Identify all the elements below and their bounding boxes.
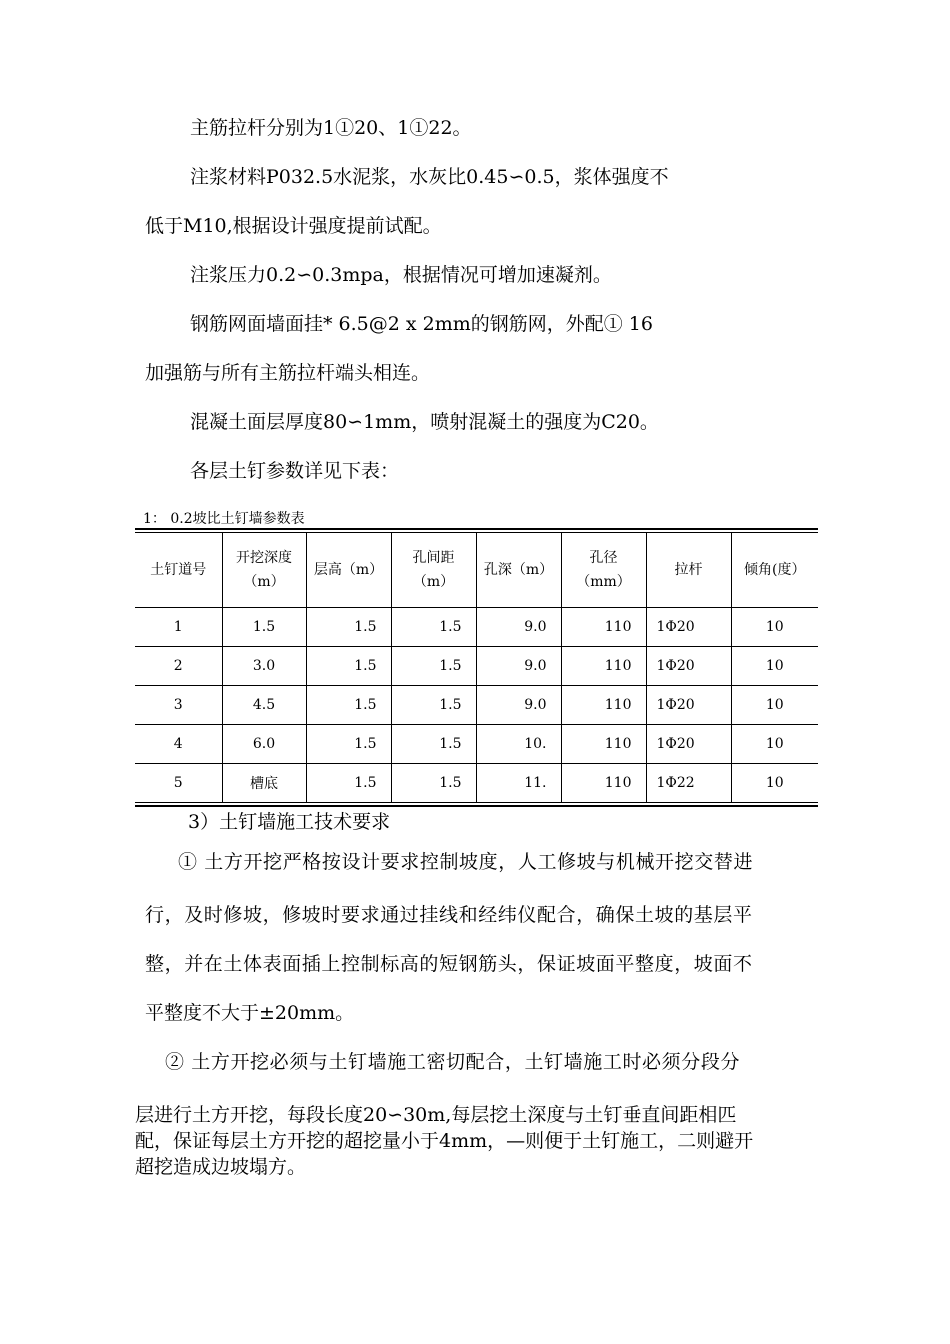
table-cell: 1.5 xyxy=(391,764,476,803)
table-row xyxy=(135,686,818,725)
table-cell: 3.0 xyxy=(222,647,306,686)
table-cell: 10 xyxy=(731,686,818,725)
table-row xyxy=(135,608,818,647)
requirement-2-line-4: 超挖造成边坡塌方。 xyxy=(135,1156,307,1178)
paragraph-mesh: 钢筋网面墙面挂* 6.5@2 x 2mm的钢筋网，外配① 16 xyxy=(190,313,653,335)
header-cell: 开挖深度 （m） xyxy=(222,533,306,608)
header-cell: 孔深（m） xyxy=(476,533,561,608)
requirement-2-line-3: 配，保证每层土方开挖的超挖量小于4mm，—则便于土钉施工，二则避开 xyxy=(135,1130,754,1152)
paragraph-table-intro: 各层土钉参数详见下表： xyxy=(190,460,400,482)
table-cell: 1Φ20 xyxy=(646,725,731,764)
table-cell: 1Φ20 xyxy=(646,608,731,647)
table-cell: 槽底 xyxy=(222,764,306,803)
table-cell: 110 xyxy=(561,647,646,686)
table-cell: 3 xyxy=(135,686,222,725)
table-bottom-rule-thin xyxy=(135,802,818,803)
table-cell: 9.0 xyxy=(476,686,561,725)
table-cell: 1.5 xyxy=(391,608,476,647)
table-cell: 4 xyxy=(135,725,222,764)
table-cell: 1.5 xyxy=(391,647,476,686)
table-caption: 1： 0.2坡比土钉墙参数表 xyxy=(143,511,305,527)
paragraph-grout-material-cont: 低于M10,根据设计强度提前试配。 xyxy=(145,215,442,237)
table-cell: 1Φ20 xyxy=(646,686,731,725)
requirement-1-line-1: ① 土方开挖严格按设计要求控制坡度，人工修坡与机械开挖交替进 xyxy=(178,851,754,873)
table-cell: 10 xyxy=(765,775,784,791)
table-cell: 10 xyxy=(731,725,818,764)
table-cell: 5 xyxy=(135,764,222,803)
table-cell: 1.5 xyxy=(391,725,476,764)
header-cell: 倾角(度） xyxy=(731,533,818,608)
table-cell: 1.5 xyxy=(391,686,476,725)
table-cell: 6.0 xyxy=(222,725,306,764)
table-top-rule xyxy=(135,528,818,530)
soil-nail-parameter-table xyxy=(135,528,818,807)
table-cell: 1.5 xyxy=(306,608,391,647)
table-row xyxy=(135,764,818,803)
table-cell: 110 xyxy=(561,725,646,764)
table-cell: 1.5 xyxy=(306,725,391,764)
table-cell: 110 xyxy=(561,686,646,725)
table-cell: 1.5 xyxy=(306,764,391,803)
paragraph-main-bars: 主筋拉杆分别为1①20、1①22。 xyxy=(190,117,472,139)
table-cell: 110 xyxy=(561,764,646,803)
requirement-1-line-3: 整，并在土体表面插上控制标高的短钢筋头，保证坡面平整度，坡面不 xyxy=(145,953,753,975)
header-cell: 孔间距 （m） xyxy=(391,533,476,608)
paragraph-mesh-cont: 加强筋与所有主筋拉杆端头相连。 xyxy=(145,362,431,384)
table-cell: 1.5 xyxy=(222,608,306,647)
table-cell: 9.0 xyxy=(476,647,561,686)
table-row xyxy=(135,725,818,764)
requirement-2-line-1: ② 土方开挖必须与土钉墙施工密切配合，土钉墙施工时必须分段分 xyxy=(165,1051,741,1073)
table-cell: 1 xyxy=(135,608,222,647)
header-cell: 孔径 （mm） xyxy=(561,533,646,608)
paragraph-grout-material: 注浆材料P032.5水泥浆，水灰比0.45∽0.5，浆体强度不 xyxy=(190,166,669,188)
table-cell: 1Φ20 xyxy=(646,647,731,686)
requirement-2-line-2: 层进行土方开挖，每段长度20∽30m,每层挖土深度与土钉垂直间距相匹 xyxy=(135,1104,737,1126)
paragraph-grout-pressure: 注浆压力0.2∽0.3mpa，根据情况可增加速凝剂。 xyxy=(190,264,612,286)
header-cell: 层高（m） xyxy=(306,533,391,608)
table-cell: 11. xyxy=(476,764,561,803)
table-cell: 1Φ22 xyxy=(646,764,731,803)
table-cell: 1.5 xyxy=(306,686,391,725)
table-row xyxy=(135,647,818,686)
table-bottom-rule xyxy=(135,805,818,807)
paragraph-concrete: 混凝土面层厚度80∽1mm，喷射混凝土的强度为C20。 xyxy=(190,411,659,433)
header-cell: 拉杆 xyxy=(646,533,731,608)
requirement-1-line-2: 行，及时修坡，修坡时要求通过挂线和经纬仪配合，确保土坡的基层平 xyxy=(145,904,753,926)
table-cell: 9.0 xyxy=(476,608,561,647)
table-cell: 4.5 xyxy=(222,686,306,725)
section-heading: 3）土钉墙施工技术要求 xyxy=(188,811,391,833)
table-cell: 2 xyxy=(135,647,222,686)
table-cell: 110 xyxy=(561,608,646,647)
table-cell: 1.5 xyxy=(306,647,391,686)
table-cell: 10 xyxy=(731,608,818,647)
table-cell: 10. xyxy=(476,725,561,764)
table-header-row xyxy=(135,533,818,608)
header-cell: 土钉道号 xyxy=(135,533,222,608)
requirement-1-line-4: 平整度不大于±20mm。 xyxy=(145,1002,355,1024)
table-cell: 10 xyxy=(731,647,818,686)
